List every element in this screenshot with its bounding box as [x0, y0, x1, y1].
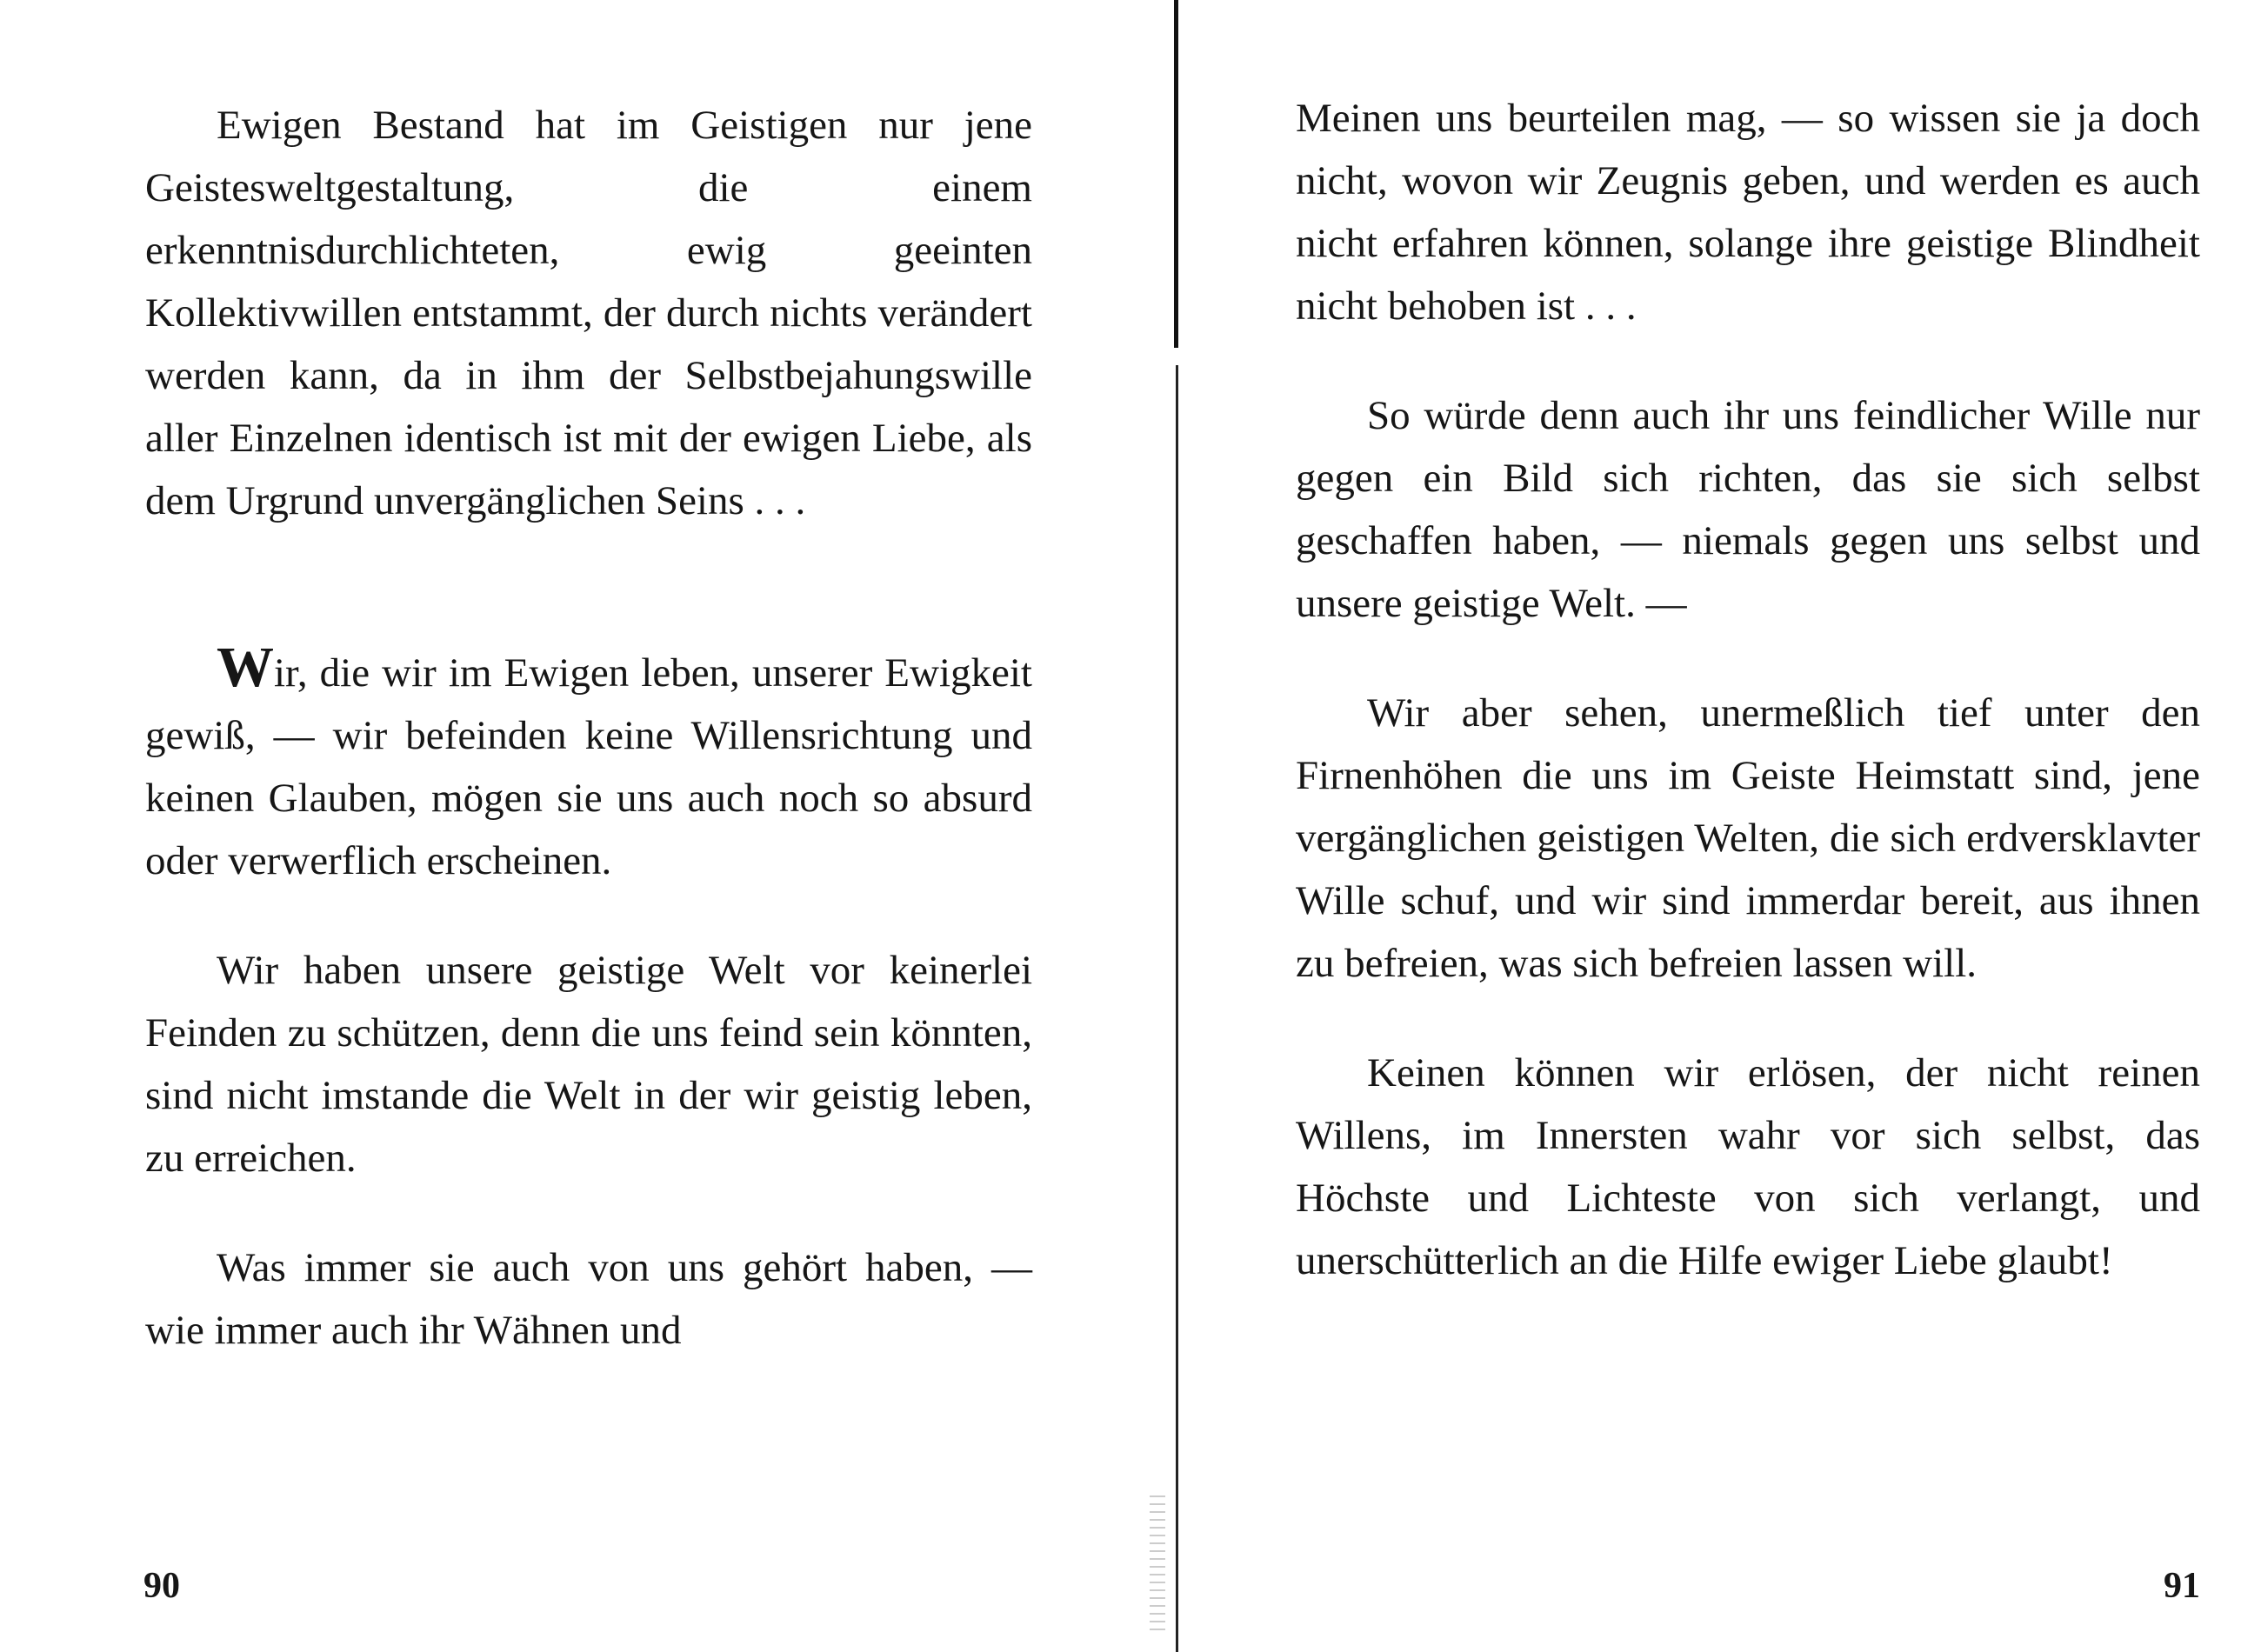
left-page-text	[145, 94, 1032, 1362]
paragraph: Keinen können wir erlösen, der nicht reinen Willens, im Innersten wahr vor sich selbst, das Höchste und Lichteste von sich verlangt, und unerschütterlich an die Hilfe ewiger Liebe glaubt!	[1296, 1050, 2200, 1283]
paragraph: Was immer sie auch von uns gehört haben, — wie immer auch ihr Wähnen und	[145, 1245, 1032, 1353]
gutter-line	[1174, 0, 1178, 348]
paragraph: Wir haben unsere geistige Welt vor keinerlei Feinden zu schützen, denn die uns feind sein könnten, sind nicht imstande die Welt in der wir geistig leben, zu erreichen.	[145, 948, 1032, 1181]
right-page-text	[1296, 87, 2200, 1292]
page-number: 91	[2164, 1566, 2200, 1606]
paragraph	[145, 636, 1032, 892]
paragraph: Wir aber sehen, unermeßlich tief unter den Firnenhöhen die uns im Geiste Heimstatt sind, jene vergänglichen geistigen Welten, die sich erdversklavter Wille schuf, und wir sind immerdar bereit, aus ihnen zu befreien, was sich befreien lassen will.	[1296, 690, 2200, 986]
paragraph: Meinen uns beurteilen mag, — so wissen sie ja doch nicht, wovon wir Zeugnis geben, und werden es auch nicht erfahren können, solange ihre geistige Blindheit nicht behoben ist . . .	[1296, 96, 2200, 329]
paragraph: So würde denn auch ihr uns feindlicher Wille nur gegen ein Bild sich richten, das sie sich selbst geschaffen haben, — niemals gegen uns selbst und unsere geistige Welt. —	[1296, 393, 2200, 626]
paragraph-text: ir, die wir im Ewigen leben, unserer Ewigkeit gewiß, — wir befeinden keine Willensrichtung und keinen Glauben, mögen sie uns auch noch so absurd oder verwerflich erscheinen.	[145, 650, 1032, 883]
gutter-speckle	[1150, 1495, 1165, 1635]
gutter-line	[1176, 365, 1178, 1652]
page-number: 90	[143, 1566, 180, 1606]
right-page	[1183, 0, 2261, 1652]
drop-cap: W	[217, 636, 274, 699]
paragraph: Ewigen Bestand hat im Geistigen nur jene Geistesweltgestaltung, die einem erkenntnisdurchlichteten, ewig geeinten Kollektivwillen entstammt, der durch nichts verändert werden kann, da in ihm der Selbstbejahungswille aller Einzelnen identisch ist mit der ewigen Liebe, als dem Urgrund unvergänglichen Seins . . .	[145, 103, 1032, 523]
